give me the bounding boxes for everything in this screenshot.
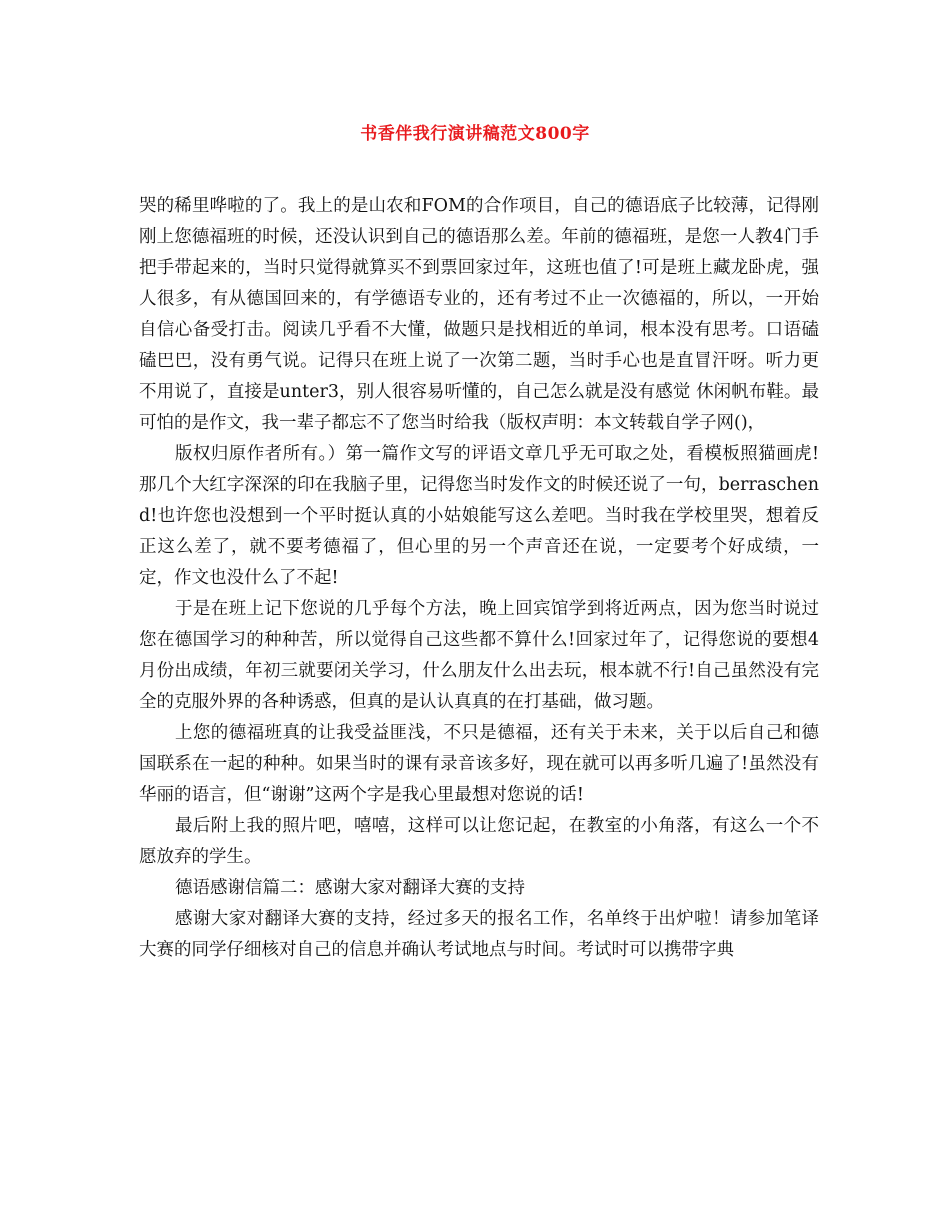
paragraph: 哭的稀里哗啦的了。我上的是山农和FOM的合作项目，自己的德语底子比较薄，记得刚刚上您德福班的时候，还没认识到自己的德语那么差。年前的德福班，是您一人教4门手把手带起来的，当时只觉得就算买不到票回家过年，这班也值了!可是班上藏龙卧虎，强人很多，有从德国回来的，有学德语专业的，还有考过不止一次德福的，所以，一开始自信心备受打击。阅读几乎看不大懂，做题只是找相近的单词，根本没有思考。口语磕磕巴巴，没有勇气说。记得只在班上说了一次第二题，当时手心也是直冒汗呀。听力更不用说了，直接是unter3，别人很容易听懂的，自己怎么就是没有感觉 休闲帆布鞋。最可怕的是作文，我一辈子都忘不了您当时给我（版权声明：本文转载自学子网()， bbox=[139, 196, 819, 433]
paragraph: 版权归原作者所有。）第一篇作文写的评语文章几乎无可取之处，看模板照猫画虎!那几个大红字深深的印在我脑子里，记得您当时发作文的时候还说了一句，berraschend!也许您也没想到一个平时挺认真的小姑娘能写这么差吧。当时我在学校里哭，想着反正这么差了，就不要考德福了，但心里的另一个声音还在说，一定要考个好成绩，一定，作文也没什么了不起! bbox=[139, 444, 819, 588]
paragraph: 于是在班上记下您说的几乎每个方法，晚上回宾馆学到将近两点，因为您当时说过您在德国学习的种种苦，所以觉得自己这些都不算什么!回家过年了，记得您说的要想4月份出成绩，年初三就要闭关学习，什么朋友什么出去玩，根本就不行!自己虽然没有完全的克服外界的各种诱惑，但真的是认认真真的在打基础，做习题。 bbox=[139, 599, 819, 712]
paragraph: 感谢大家对翻译大赛的支持，经过多天的报名工作，名单终于出炉啦！请参加笔译大赛的同学仔细核对自己的信息并确认考试地点与时间。考试时可以携带字典 bbox=[139, 909, 819, 960]
paragraph: 上您的德福班真的让我受益匪浅，不只是德福，还有关于未来，关于以后自己和德国联系在一起的种种。如果当时的课有录音该多好，现在就可以再多听几遍了!虽然没有华丽的语言，但“谢谢”这两个字是我心里最想对您说的话! bbox=[139, 723, 819, 805]
paragraph: 德语感谢信篇二：感谢大家对翻译大赛的支持 bbox=[175, 878, 525, 898]
paragraph: 最后附上我的照片吧，嘻嘻，这样可以让您记起，在教室的小角落，有这么一个不愿放弃的学生。 bbox=[139, 816, 819, 867]
document-title: 书香伴我行演讲稿范文800字 bbox=[360, 124, 590, 144]
document-body bbox=[139, 191, 819, 966]
